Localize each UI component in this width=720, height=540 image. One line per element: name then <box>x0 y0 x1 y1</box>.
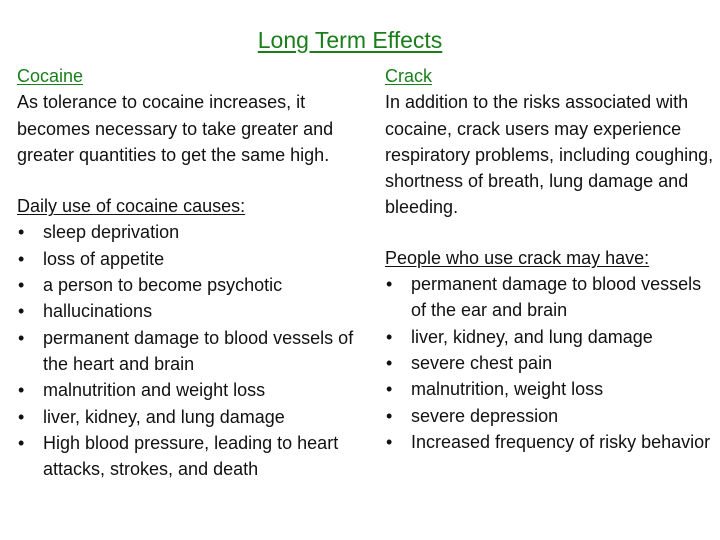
cocaine-effects-list <box>17 219 377 482</box>
list-item: • severe chest pain <box>385 350 715 376</box>
cocaine-heading: Cocaine <box>17 66 84 86</box>
list-item: • hallucinations <box>17 298 377 324</box>
crack-heading: Crack <box>385 66 433 86</box>
crack-list-title-text: People who use crack may have <box>385 247 645 268</box>
list-item: • malnutrition and weight loss <box>17 377 377 403</box>
crack-paragraph: In addition to the risks associated with cocaine, crack users may experience respiratory problems, including coughing, shortness of breath, lung damage and bleeding. <box>385 92 714 218</box>
crack-effects-list <box>385 271 715 455</box>
list-item: • loss of appetite <box>17 246 377 272</box>
list-item: • permanent damage to blood vessels of the heart and brain <box>17 325 377 378</box>
cocaine-list-title: Daily use of cocaine causes: <box>17 196 246 217</box>
list-item: • Increased frequency of risky behavior <box>385 429 715 455</box>
list-item: • severe depression <box>385 403 715 429</box>
list-item: • permanent damage to blood vessels of the ear and brain <box>385 271 715 324</box>
list-item: • liver, kidney, and lung damage <box>385 324 715 350</box>
list-item: • liver, kidney, and lung damage <box>17 404 377 430</box>
cocaine-column <box>17 63 377 482</box>
crack-list-title-suffix: : <box>644 247 650 268</box>
list-item: • malnutrition, weight loss <box>385 376 715 402</box>
list-item: • sleep deprivation <box>17 219 377 245</box>
crack-column <box>385 63 715 455</box>
list-item: • High blood pressure, leading to heart attacks, strokes, and death <box>17 430 377 483</box>
crack-list-title <box>385 245 715 271</box>
page-title: Long Term Effects <box>257 27 443 53</box>
cocaine-paragraph: As tolerance to cocaine increases, it becomes necessary to take greater and greater quantities to get the same high. <box>17 92 334 165</box>
list-item: • a person to become psychotic <box>17 272 377 298</box>
